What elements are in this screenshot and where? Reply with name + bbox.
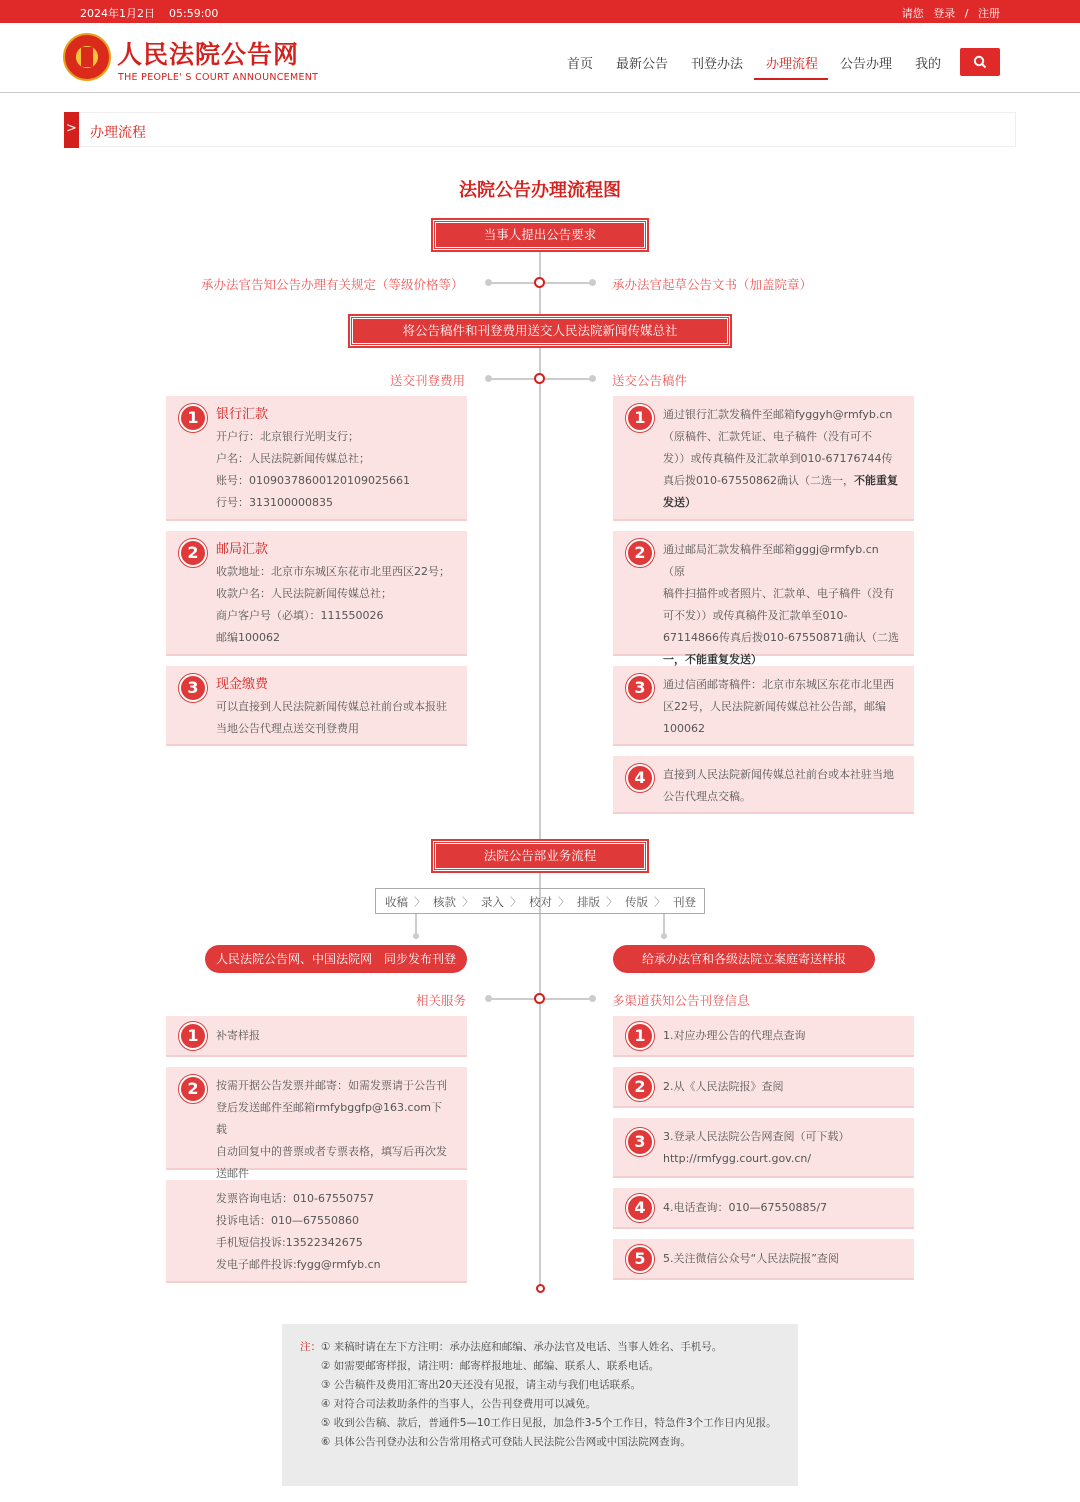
- manuscript-card-direct: [613, 756, 914, 814]
- card-line: 区22号，人民法院新闻传媒总社公告部，邮编: [663, 700, 886, 713]
- card-line: 可以直接到人民法院新闻传媒总社前台或本报驻: [216, 700, 447, 713]
- payment-card-bank: [166, 396, 467, 521]
- auth-links: [896, 5, 1000, 21]
- card-bold-text: 不能重复: [853, 474, 898, 487]
- note-item: ⑤ 收到公告稿、款后，普通件5—10工作日见报，加急件3-5个工作日，特急件3个工作日内见报。: [321, 1417, 777, 1429]
- step-number-badge: 1: [626, 404, 654, 432]
- card-line: 发票咨询电话：010-67550757: [216, 1192, 374, 1205]
- flow-node: [534, 373, 545, 384]
- card-line: 通过信函邮寄稿件：北京市东城区东花市北里西: [663, 678, 894, 691]
- card-line: 2.从《人民法院报》查阅: [663, 1080, 784, 1093]
- connector-dot: [485, 375, 492, 382]
- step-number-badge: 3: [179, 674, 207, 702]
- note-text: ① 来稿时请在左下方注明：承办法庭和邮编、承办法官及电话、当事人姓名、手机号。: [321, 1341, 723, 1353]
- connector-dot: [485, 279, 492, 286]
- nav-home[interactable]: 首页: [567, 57, 594, 72]
- step-item: 校对: [529, 895, 552, 909]
- step-number-badge: 4: [626, 1194, 654, 1222]
- nav-apply[interactable]: 公告办理: [840, 57, 893, 72]
- card-bold-text: 发送）: [663, 496, 696, 509]
- nav-mine[interactable]: 我的: [915, 57, 942, 72]
- card-text: 真后拨010-67550862确认（二选一，: [663, 474, 854, 487]
- note-item: ⑥ 具体公告刊登办法和公告常用格式可登陆人民法院公告网或中国法院网查询。: [321, 1436, 691, 1448]
- nav-process[interactable]: 办理流程: [766, 57, 819, 72]
- header: [0, 23, 1080, 93]
- notes-box: [282, 1324, 798, 1486]
- step-number-badge: 2: [179, 539, 207, 567]
- card-line[interactable]: http://rmfygg.court.gov.cn/: [663, 1152, 812, 1165]
- chevron-right-icon: 〉: [606, 895, 618, 909]
- flow-left-label: 承办法官告知公告办理有关规定（等级价格等）: [201, 277, 464, 292]
- card-line: 67114866传真后拨010-67550871确认（二选: [663, 631, 899, 644]
- flow-end-node: [536, 1284, 545, 1293]
- card-line: 投诉电话：010—67550860: [216, 1214, 359, 1227]
- card-line: 当地公告代理点送交刊登费用: [216, 722, 359, 735]
- card-line: 通过邮局汇款发稿件至邮箱gggj@rmfyb.cn（原: [663, 543, 879, 578]
- step-number-badge: 2: [179, 1075, 207, 1103]
- step-number-badge: 5: [626, 1245, 654, 1273]
- breadcrumb: [64, 112, 1016, 147]
- step-number-badge: 1: [179, 1022, 207, 1050]
- flow-node: [534, 993, 545, 1004]
- connector-dot: [589, 279, 596, 286]
- connector-dot: [485, 995, 492, 1002]
- auth-separator: /: [964, 7, 969, 20]
- card-line: 登后发送邮件至邮箱rmfybggfp@163.com下载: [216, 1101, 443, 1136]
- step-number-badge: 3: [626, 674, 654, 702]
- note-item: ② 如需要邮寄样报，请注明：邮寄样报地址、邮编、联系人、联系电话。: [321, 1360, 660, 1372]
- card-title: 邮局汇款: [216, 542, 269, 557]
- service-card-contact: [166, 1180, 467, 1283]
- manuscript-card-bank: [613, 396, 914, 521]
- info-card-phone: [613, 1188, 914, 1229]
- chevron-right-icon: 〉: [558, 895, 570, 909]
- card-line: 邮编100062: [216, 631, 280, 644]
- connector-dot: [589, 995, 596, 1002]
- court-emblem-icon[interactable]: [63, 33, 111, 81]
- card-line: 自动回复中的普票或者专票表格，填写后再次发: [216, 1145, 447, 1158]
- page-title: 法院公告办理流程图: [459, 180, 621, 201]
- breadcrumb-current[interactable]: 办理流程: [90, 125, 146, 141]
- service-card-sample: [166, 1016, 467, 1057]
- top-bar: [0, 0, 1080, 23]
- card-line: 收款户名：人民法院新闻传媒总社；: [216, 587, 392, 600]
- card-bold-text: 一，不能重复发送）: [663, 653, 762, 666]
- flow-right-label: 送交公告稿件: [612, 373, 688, 388]
- card-line: （原稿件、汇款凭证、电子稿件（没有可不: [663, 430, 872, 443]
- info-card-website: [613, 1118, 914, 1178]
- card-title: 现金缴费: [216, 677, 269, 692]
- card-line: 可不发））或传真稿件及汇款单至010-: [663, 609, 848, 622]
- card-line: 稿件扫描件或者照片、汇款单、电子稿件（没有: [663, 587, 894, 600]
- search-button[interactable]: [960, 48, 1000, 76]
- flow-left-label: 送交刊登费用: [390, 373, 466, 388]
- step-number-badge: 3: [626, 1128, 654, 1156]
- card-line: 发））或传真稿件及汇款单到010-67176744传: [663, 452, 893, 465]
- info-card-agent: [613, 1016, 914, 1057]
- card-line: 商户客户号（必填）：111550026: [216, 609, 384, 622]
- publish-online-pill: 人民法院公告网、中国法院网 同步发布刊登: [205, 945, 467, 973]
- step-item: 传版: [625, 895, 648, 909]
- login-link[interactable]: 登录: [933, 7, 956, 20]
- card-line: 3.登录人民法院公告网查阅（可下载）: [663, 1130, 850, 1143]
- chevron-right-icon: >: [64, 112, 79, 148]
- card-line: 发电子邮件投诉:fygg@rmfyb.cn: [216, 1258, 381, 1271]
- card-line: 送邮件: [216, 1167, 249, 1180]
- flow-right-label: 承办法官起草公告文书（加盖院章）: [612, 277, 813, 292]
- greeting-text: 请您: [901, 7, 924, 20]
- note-item: ④ 对符合司法救助条件的当事人，公告刊登费用可以减免。: [321, 1398, 597, 1410]
- card-line: 补寄样报: [216, 1029, 260, 1042]
- step-item: 排版: [577, 895, 600, 909]
- service-card-invoice: [166, 1067, 467, 1180]
- card-line: 4.电话查询：010—67550885/7: [663, 1201, 828, 1214]
- payment-card-cash: [166, 666, 467, 746]
- chevron-right-icon: 〉: [510, 895, 522, 909]
- chevron-right-icon: 〉: [654, 895, 666, 909]
- card-line: 直接到人民法院新闻传媒总社前台或本社驻当地: [663, 768, 894, 781]
- step-item: 核款: [433, 895, 456, 909]
- card-line: 按需开据公告发票并邮寄：如需发票请于公告刊: [216, 1079, 447, 1092]
- card-line: 开户行：北京银行光明支行；: [216, 430, 359, 443]
- chevron-right-icon: 〉: [462, 895, 474, 909]
- nav-active-underline: [754, 78, 828, 80]
- manuscript-card-post: [613, 531, 914, 666]
- note-item: [300, 1338, 780, 1357]
- card-line: 1.对应办理公告的代理点查询: [663, 1029, 806, 1042]
- site-logo-title[interactable]: 人民法院公告网: [117, 40, 300, 69]
- time-text: 05:59:00: [169, 7, 219, 20]
- step-number-badge: 1: [626, 1022, 654, 1050]
- flow-box-department: 法院公告部业务流程: [433, 841, 647, 871]
- step-item: 刊登: [673, 895, 696, 909]
- manuscript-card-mail: [613, 666, 914, 746]
- card-line: 行号：313100000835: [216, 496, 333, 509]
- step-number-badge: 1: [179, 404, 207, 432]
- flow-left-label: 相关服务: [416, 993, 467, 1008]
- connector-line: [663, 914, 665, 936]
- card-line: [663, 470, 900, 492]
- card-title: 银行汇款: [216, 407, 269, 422]
- note-item: ③ 公告稿件及费用汇寄出20天还没有见报，请主动与我们电话联系。: [321, 1379, 642, 1391]
- nav-publish-method[interactable]: 刊登办法: [691, 57, 744, 72]
- chevron-right-icon: 〉: [414, 895, 426, 909]
- card-line: 公告代理点交稿。: [663, 790, 751, 803]
- note-label: 注：: [300, 1341, 321, 1353]
- nav-latest[interactable]: 最新公告: [616, 57, 669, 72]
- search-icon: [973, 55, 987, 69]
- business-steps: [375, 888, 705, 914]
- card-line: [663, 492, 900, 514]
- flow-box-submit: 将公告稿件和刊登费用送交人民法院新闻传媒总社: [350, 316, 730, 346]
- step-item: 录入: [481, 895, 504, 909]
- step-number-badge: 2: [626, 539, 654, 567]
- card-line: 通过银行汇款发稿件至邮箱fyggyh@rmfyb.cn: [663, 408, 893, 421]
- flow-spine: [539, 236, 541, 1286]
- info-card-newspaper: [613, 1067, 914, 1108]
- flow-node: [534, 277, 545, 288]
- date-time: [80, 5, 218, 21]
- register-link[interactable]: 注册: [978, 7, 1000, 20]
- send-sample-pill: 给承办法官和各级法院立案庭寄送样报: [613, 945, 875, 973]
- site-logo-subtitle: THE PEOPLE' S COURT ANNOUNCEMENT: [118, 72, 319, 83]
- step-item: 收稿: [385, 895, 408, 909]
- flow-right-label: 多渠道获知公告刊登信息: [612, 993, 750, 1008]
- flow-box-request: 当事人提出公告要求: [433, 220, 647, 250]
- payment-card-post: [166, 531, 467, 656]
- info-card-wechat: [613, 1239, 914, 1280]
- connector-dot: [589, 375, 596, 382]
- card-line: 100062: [663, 722, 705, 735]
- step-number-badge: 4: [626, 764, 654, 792]
- card-line: 收款地址：北京市东城区东花市北里西区22号；: [216, 565, 450, 578]
- card-line: 户名：人民法院新闻传媒总社；: [216, 452, 370, 465]
- connector-line: [415, 914, 417, 936]
- date-text: 2024年1月2日: [80, 7, 155, 20]
- card-line: 手机短信投诉:13522342675: [216, 1236, 363, 1249]
- card-line: 5.关注微信公众号“人民法院报”查阅: [663, 1252, 839, 1265]
- step-number-badge: 2: [626, 1073, 654, 1101]
- card-line: 账号：01090378600120109025661: [216, 474, 410, 487]
